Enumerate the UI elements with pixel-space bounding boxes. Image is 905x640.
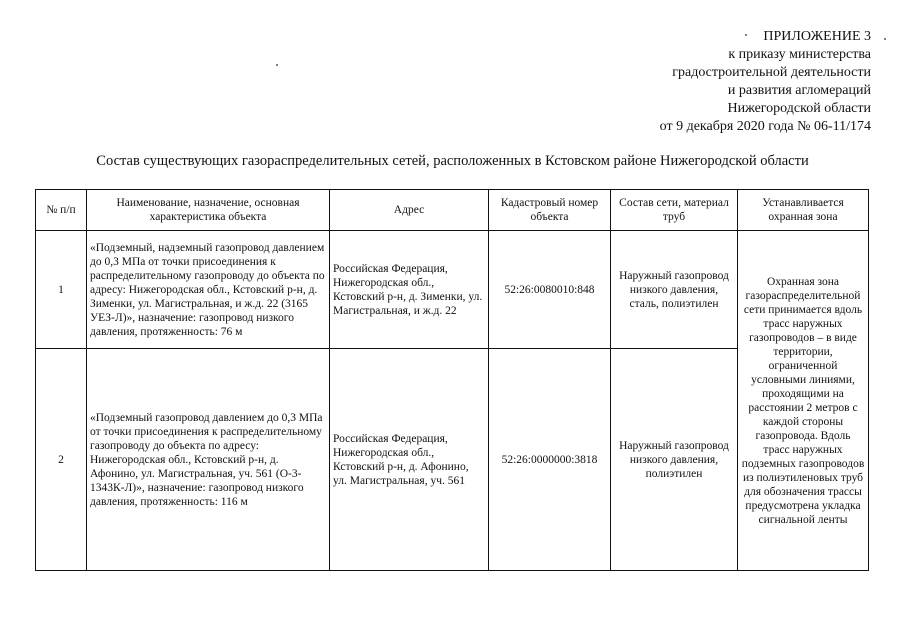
appendix-line-4: Нижегородской области — [727, 101, 871, 116]
appendix-line-1: к приказу министерства — [728, 47, 871, 62]
row-address: Российская Федерация, Нижегородская обл., Кстовский р-н, д. Афонино, ул. Магистральная, уч. 561 — [330, 349, 489, 571]
col-header-cadastral: Кадастровый номер объекта — [489, 190, 611, 231]
scan-speck — [745, 34, 747, 36]
document-title: Состав существующих газораспределительных сетей, расположенных в Кстовском районе Нижегородской области — [96, 153, 809, 169]
appendix-title: ПРИЛОЖЕНИЕ 3 — [763, 29, 871, 44]
gas-network-table — [35, 189, 869, 571]
appendix-order-date: от 9 декабря 2020 года № 06-11/174 — [659, 119, 871, 134]
col-header-zone: Устанавливается охранная зона — [738, 190, 869, 231]
table-header-row — [36, 190, 869, 231]
appendix-line-2: градостроительной деятельности — [672, 65, 871, 80]
col-header-name: Наименование, назначение, основная характеристика объекта — [87, 190, 330, 231]
row-address: Российская Федерация, Нижегородская обл., Кстовский р-н, д. Зименки, ул. Магистральная, и ж.д. 22 — [330, 231, 489, 349]
scan-speck — [276, 64, 278, 66]
table-row — [36, 231, 869, 349]
row-name: «Подземный, надземный газопровод давлением до 0,3 МПа от точки присоединения к распределительному газопроводу до объекта по адресу: Нижегородская обл., Кстовский р-н, д. Зименки, ул. Магистральная, и ж.д. 22 (3165 УЕЗ-Л)», назначение: газопровод низкого давления, протяженность: 76 м — [87, 231, 330, 349]
row-num: 1 — [36, 231, 87, 349]
appendix-line-3: и развития агломераций — [727, 83, 871, 98]
col-header-composition: Состав сети, материал труб — [611, 190, 738, 231]
row-composition: Наружный газопровод низкого давления, сталь, полиэтилен — [611, 231, 738, 349]
row-cadastral: 52:26:0000000:3818 — [489, 349, 611, 571]
col-header-num: № п/п — [36, 190, 87, 231]
row-cadastral: 52:26:0080010:848 — [489, 231, 611, 349]
appendix-header — [451, 28, 871, 136]
row-num: 2 — [36, 349, 87, 571]
row-name: «Подземный газопровод давлением до 0,3 МПа от точки присоединения к распределительному газопроводу до объекта по адресу: Нижегородская обл., Кстовский р-н, д. Афонино, ул. Магистральная, уч. 561 (О-3-1343К-Л)», назначение: газопровод низкого давления, протяженность: 116 м — [87, 349, 330, 571]
col-header-address: Адрес — [330, 190, 489, 231]
protection-zone-cell: Охранная зона газораспределительной сети принимается вдоль трасс наружных газопроводов – в виде территории, ограниченной условными линиями, проходящими на расстоянии 2 метров с каждой стороны газопровода. Вдоль трасс наружных подземных газопроводов из полиэтиленовых труб для обозначения трассы предусмотрена укладка сигнальной ленты — [738, 231, 869, 571]
row-composition: Наружный газопровод низкого давления, полиэтилен — [611, 349, 738, 571]
scan-speck — [884, 38, 886, 40]
